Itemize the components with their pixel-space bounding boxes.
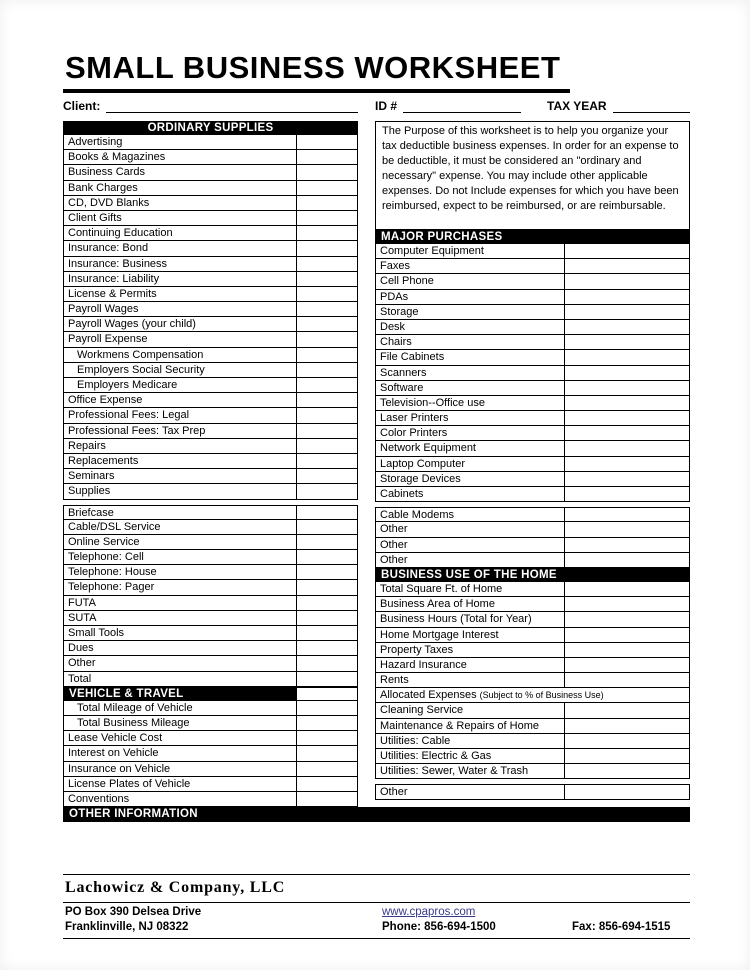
amount-cell[interactable] xyxy=(565,538,689,552)
right-column xyxy=(375,121,690,800)
tax-year-label: TAX YEAR xyxy=(547,99,607,113)
amount-cell[interactable] xyxy=(565,441,689,455)
row-label: Other xyxy=(376,553,565,567)
ordinary-supplies-rows xyxy=(63,135,358,687)
row-label: Telephone: Pager xyxy=(64,580,297,594)
amount-cell[interactable] xyxy=(565,508,689,521)
amount-cell[interactable] xyxy=(565,719,689,733)
amount-cell[interactable] xyxy=(297,641,357,655)
amount-cell[interactable] xyxy=(565,381,689,395)
row-label: Books & Magazines xyxy=(64,150,297,164)
row-label: Property Taxes xyxy=(376,643,565,657)
amount-cell[interactable] xyxy=(297,611,357,625)
row-label: Professional Fees: Legal xyxy=(64,408,297,422)
expense-row xyxy=(375,784,690,799)
expense-row xyxy=(375,457,690,472)
row-label: Laser Printers xyxy=(376,411,565,425)
amount-cell[interactable] xyxy=(297,181,357,195)
row-label: Total Business Mileage xyxy=(64,716,297,730)
row-label: Advertising xyxy=(64,135,297,149)
amount-cell[interactable] xyxy=(297,484,357,498)
section-header-business-use-of-home: BUSINESS USE OF THE HOME xyxy=(375,568,690,582)
row-label: Small Tools xyxy=(64,626,297,640)
expense-row xyxy=(63,363,358,378)
expense-row xyxy=(63,484,358,499)
section-header-major-purchases: MAJOR PURCHASES xyxy=(375,230,690,244)
amount-cell[interactable] xyxy=(297,687,358,701)
expense-row xyxy=(375,320,690,335)
row-label: Employers Medicare xyxy=(64,378,297,392)
row-label: Conventions xyxy=(64,792,297,806)
amount-cell[interactable] xyxy=(297,550,357,564)
expense-row xyxy=(63,393,358,408)
expense-row xyxy=(375,472,690,487)
expense-row xyxy=(63,150,358,165)
row-label: Scanners xyxy=(376,366,565,380)
expense-row xyxy=(375,441,690,456)
footer-address-block xyxy=(63,903,690,938)
left-column xyxy=(63,121,358,807)
amount-cell[interactable] xyxy=(297,506,357,519)
row-label: License Plates of Vehicle xyxy=(64,777,297,791)
row-label: Interest on Vehicle xyxy=(64,746,297,760)
amount-cell[interactable] xyxy=(297,746,357,760)
amount-cell[interactable] xyxy=(297,302,357,316)
row-label: Other xyxy=(376,538,565,552)
row-label: SUTA xyxy=(64,611,297,625)
row-label: Repairs xyxy=(64,439,297,453)
section-header-ordinary-supplies: ORDINARY SUPPLIES xyxy=(63,121,358,135)
amount-cell[interactable] xyxy=(297,535,357,549)
amount-cell[interactable] xyxy=(297,580,357,594)
row-label: Rents xyxy=(376,673,565,687)
row-label: Cell Phone xyxy=(376,274,565,288)
amount-cell[interactable] xyxy=(297,656,357,670)
expense-row xyxy=(375,597,690,612)
expense-row xyxy=(63,439,358,454)
amount-cell[interactable] xyxy=(565,522,689,536)
amount-cell[interactable] xyxy=(297,393,357,407)
row-label: Color Printers xyxy=(376,426,565,440)
expense-row xyxy=(63,626,358,641)
expense-row xyxy=(63,332,358,347)
expense-row xyxy=(375,719,690,734)
amount-cell[interactable] xyxy=(297,424,357,438)
tax-year-value-field[interactable] xyxy=(613,99,690,113)
footer-fax: Fax: 856-694-1515 xyxy=(572,921,671,934)
amount-cell[interactable] xyxy=(297,777,357,791)
amount-cell[interactable] xyxy=(565,426,689,440)
amount-cell[interactable] xyxy=(565,290,689,304)
major-purchases-rows xyxy=(375,244,690,568)
amount-cell[interactable] xyxy=(565,457,689,471)
row-label: Laptop Computer xyxy=(376,457,565,471)
amount-cell[interactable] xyxy=(565,734,689,748)
purpose-text: The Purpose of this worksheet is to help you organize your tax deductible business expenses. In order for an expense to be deductible, it must be considered an "ordinary and necessary" expense. You may include other applicable expenses. Do not Include expenses for which you have been reimbursed, expect to be reimbursed, or are reimbursable. xyxy=(375,121,690,230)
page-content xyxy=(63,50,690,939)
row-label: Storage Devices xyxy=(376,472,565,486)
footer-address-line2: Franklinville, NJ 08322 xyxy=(65,921,189,934)
amount-cell[interactable] xyxy=(297,716,357,730)
row-label: Computer Equipment xyxy=(376,244,565,258)
worksheet-body xyxy=(63,121,690,807)
expense-row xyxy=(375,688,690,703)
expense-row xyxy=(63,287,358,302)
row-label: Briefcase xyxy=(64,506,297,519)
expense-row xyxy=(63,535,358,550)
expense-row xyxy=(63,505,358,520)
amount-cell[interactable] xyxy=(565,350,689,364)
expense-row xyxy=(63,656,358,671)
amount-cell[interactable] xyxy=(565,673,689,687)
amount-cell[interactable] xyxy=(565,628,689,642)
expense-row xyxy=(375,350,690,365)
amount-cell[interactable] xyxy=(297,520,357,534)
amount-cell[interactable] xyxy=(565,703,689,717)
expense-row xyxy=(375,628,690,643)
amount-cell[interactable] xyxy=(297,241,357,255)
row-label: Lease Vehicle Cost xyxy=(64,731,297,745)
row-label: Utilities: Sewer, Water & Trash xyxy=(376,764,565,778)
amount-cell[interactable] xyxy=(297,792,357,806)
row-label: Continuing Education xyxy=(64,226,297,240)
row-label: PDAs xyxy=(376,290,565,304)
row-label: Utilities: Cable xyxy=(376,734,565,748)
row-label: Online Service xyxy=(64,535,297,549)
amount-cell[interactable] xyxy=(297,672,357,686)
row-label: Maintenance & Repairs of Home xyxy=(376,719,565,733)
expense-row xyxy=(63,641,358,656)
amount-cell[interactable] xyxy=(297,596,357,610)
footer-phone: Phone: 856-694-1500 xyxy=(382,921,496,934)
id-label: ID # xyxy=(375,99,398,113)
amount-cell[interactable] xyxy=(565,612,689,626)
expense-row xyxy=(63,762,358,777)
expense-row xyxy=(63,226,358,241)
footer-address-line1: PO Box 390 Delsea Drive xyxy=(65,906,202,919)
row-label: Workmens Compensation xyxy=(64,348,297,362)
amount-cell[interactable] xyxy=(565,472,689,486)
expense-row xyxy=(375,749,690,764)
expense-row xyxy=(375,274,690,289)
expense-row xyxy=(375,612,690,627)
row-label: Total Mileage of Vehicle xyxy=(64,701,297,715)
vehicle-travel-title: VEHICLE & TRAVEL xyxy=(63,687,297,701)
row-label: Total xyxy=(64,672,297,686)
row-label: Payroll Wages xyxy=(64,302,297,316)
row-label: Other xyxy=(64,656,297,670)
row-label: Replacements xyxy=(64,454,297,468)
row-label: File Cabinets xyxy=(376,350,565,364)
row-label: Payroll Wages (your child) xyxy=(64,317,297,331)
row-label: Insurance: Business xyxy=(64,257,297,271)
row-label: Office Expense xyxy=(64,393,297,407)
row-label: Business Area of Home xyxy=(376,597,565,611)
row-label: Cabinets xyxy=(376,487,565,501)
row-label: Total Square Ft. of Home xyxy=(376,582,565,596)
amount-cell[interactable] xyxy=(297,272,357,286)
expense-row xyxy=(63,672,358,687)
amount-cell[interactable] xyxy=(297,439,357,453)
expense-row xyxy=(63,701,358,716)
amount-cell[interactable] xyxy=(565,785,689,798)
amount-cell[interactable] xyxy=(297,211,357,225)
expense-row xyxy=(375,290,690,305)
expense-row xyxy=(375,673,690,688)
row-label: Home Mortgage Interest xyxy=(376,628,565,642)
row-label: Insurance on Vehicle xyxy=(64,762,297,776)
expense-row xyxy=(63,211,358,226)
expense-row xyxy=(375,734,690,749)
expense-row xyxy=(63,777,358,792)
footer xyxy=(63,874,690,939)
amount-cell[interactable] xyxy=(297,287,357,301)
row-label: Cleaning Service xyxy=(376,703,565,717)
amount-cell[interactable] xyxy=(297,378,357,392)
expense-row xyxy=(63,746,358,761)
row-label: Hazard Insurance xyxy=(376,658,565,672)
row-label: License & Permits xyxy=(64,287,297,301)
expense-row xyxy=(63,408,358,423)
expense-row xyxy=(375,396,690,411)
row-label: Professional Fees: Tax Prep xyxy=(64,424,297,438)
amount-cell[interactable] xyxy=(565,259,689,273)
row-label: Employers Social Security xyxy=(64,363,297,377)
expense-row xyxy=(63,257,358,272)
expense-row xyxy=(63,317,358,332)
amount-cell[interactable] xyxy=(297,454,357,468)
row-label: Dues xyxy=(64,641,297,655)
amount-cell[interactable] xyxy=(565,335,689,349)
expense-row xyxy=(375,335,690,350)
amount-cell[interactable] xyxy=(297,469,357,483)
amount-cell[interactable] xyxy=(565,366,689,380)
expense-row xyxy=(375,522,690,537)
amount-cell[interactable] xyxy=(565,487,689,501)
amount-cell[interactable] xyxy=(565,244,689,258)
amount-cell[interactable] xyxy=(565,553,689,567)
amount-cell[interactable] xyxy=(297,332,357,346)
client-group xyxy=(63,99,358,113)
amount-cell[interactable] xyxy=(565,274,689,288)
expense-row xyxy=(63,196,358,211)
expense-row xyxy=(63,165,358,180)
amount-cell[interactable] xyxy=(297,363,357,377)
expense-row xyxy=(375,582,690,597)
expense-row xyxy=(375,658,690,673)
row-label: Business Hours (Total for Year) xyxy=(376,612,565,626)
section-header-other-information: OTHER INFORMATION xyxy=(63,807,690,822)
expense-row xyxy=(375,487,690,502)
expense-row xyxy=(63,348,358,363)
page-title: SMALL BUSINESS WORKSHEET xyxy=(63,50,570,93)
client-value-field[interactable] xyxy=(106,99,358,113)
expense-row xyxy=(63,792,358,807)
amount-cell[interactable] xyxy=(565,749,689,763)
amount-cell[interactable] xyxy=(297,165,357,179)
row-label: Television--Office use xyxy=(376,396,565,410)
row-label: Insurance: Bond xyxy=(64,241,297,255)
row-label: Client Gifts xyxy=(64,211,297,225)
vehicle-travel-rows xyxy=(63,701,358,807)
expense-row xyxy=(375,366,690,381)
expense-row xyxy=(63,520,358,535)
client-id-taxyear-line xyxy=(63,99,690,113)
amount-cell[interactable] xyxy=(565,764,689,778)
amount-cell[interactable] xyxy=(297,150,357,164)
row-label: Chairs xyxy=(376,335,565,349)
expense-row xyxy=(63,731,358,746)
expense-row xyxy=(63,378,358,393)
client-label: Client: xyxy=(63,99,101,113)
expense-row xyxy=(63,469,358,484)
amount-cell[interactable] xyxy=(297,762,357,776)
expense-row xyxy=(375,764,690,779)
expense-row xyxy=(375,244,690,259)
expense-row xyxy=(375,703,690,718)
expense-row xyxy=(63,550,358,565)
expense-row xyxy=(375,538,690,553)
row-label: Insurance: Liability xyxy=(64,272,297,286)
amount-cell[interactable] xyxy=(565,582,689,596)
row-label: Network Equipment xyxy=(376,441,565,455)
expense-row xyxy=(375,553,690,568)
expense-row xyxy=(63,580,358,595)
id-taxyear-group xyxy=(375,99,690,113)
amount-cell[interactable] xyxy=(297,348,357,362)
expense-row xyxy=(63,454,358,469)
expense-row xyxy=(375,643,690,658)
amount-cell[interactable] xyxy=(297,226,357,240)
expense-row xyxy=(63,135,358,150)
firm-name: Lachowicz & Company, LLC xyxy=(65,879,286,897)
row-label: Seminars xyxy=(64,469,297,483)
row-label: Storage xyxy=(376,305,565,319)
id-value-field[interactable] xyxy=(403,99,521,113)
expense-row xyxy=(375,305,690,320)
row-label: Software xyxy=(376,381,565,395)
business-home-rows xyxy=(375,582,690,800)
expense-row xyxy=(375,259,690,274)
amount-cell[interactable] xyxy=(565,643,689,657)
row-label: Cable/DSL Service xyxy=(64,520,297,534)
row-label: Bank Charges xyxy=(64,181,297,195)
amount-cell[interactable] xyxy=(297,135,357,149)
row-label: Telephone: House xyxy=(64,565,297,579)
footer-divider-bottom xyxy=(63,938,690,939)
expense-row xyxy=(63,272,358,287)
amount-cell[interactable] xyxy=(297,626,357,640)
section-header-vehicle-travel xyxy=(63,687,358,701)
expense-row xyxy=(63,181,358,196)
row-label: Other xyxy=(376,785,565,798)
expense-row xyxy=(63,565,358,580)
amount-cell[interactable] xyxy=(565,305,689,319)
website-link[interactable]: www.cpapros.com xyxy=(382,906,476,919)
amount-cell[interactable] xyxy=(297,257,357,271)
row-label: Telephone: Cell xyxy=(64,550,297,564)
amount-cell[interactable] xyxy=(297,317,357,331)
row-label: CD, DVD Blanks xyxy=(64,196,297,210)
row-label: Cable Modems xyxy=(376,508,565,521)
row-label: Business Cards xyxy=(64,165,297,179)
expense-row xyxy=(63,302,358,317)
amount-cell[interactable] xyxy=(565,411,689,425)
expense-row xyxy=(63,241,358,256)
amount-cell[interactable] xyxy=(565,396,689,410)
expense-row xyxy=(375,426,690,441)
expense-row xyxy=(375,411,690,426)
row-label: Other xyxy=(376,522,565,536)
row-label: Supplies xyxy=(64,484,297,498)
expense-row xyxy=(63,424,358,439)
expense-row xyxy=(375,381,690,396)
amount-cell[interactable] xyxy=(565,597,689,611)
amount-cell[interactable] xyxy=(297,701,357,715)
amount-cell[interactable] xyxy=(297,408,357,422)
expense-row xyxy=(63,596,358,611)
amount-cell[interactable] xyxy=(565,658,689,672)
expense-row xyxy=(63,716,358,731)
row-label: FUTA xyxy=(64,596,297,610)
row-label: Payroll Expense xyxy=(64,332,297,346)
row-label: Utilities: Electric & Gas xyxy=(376,749,565,763)
row-label: Desk xyxy=(376,320,565,334)
amount-cell[interactable] xyxy=(297,731,357,745)
amount-cell[interactable] xyxy=(297,196,357,210)
amount-cell[interactable] xyxy=(565,320,689,334)
expense-row xyxy=(63,611,358,626)
row-label: Faxes xyxy=(376,259,565,273)
row-label: Allocated Expenses (Subject to % of Business Use) xyxy=(380,689,604,702)
expense-row xyxy=(375,507,690,522)
amount-cell[interactable] xyxy=(297,565,357,579)
